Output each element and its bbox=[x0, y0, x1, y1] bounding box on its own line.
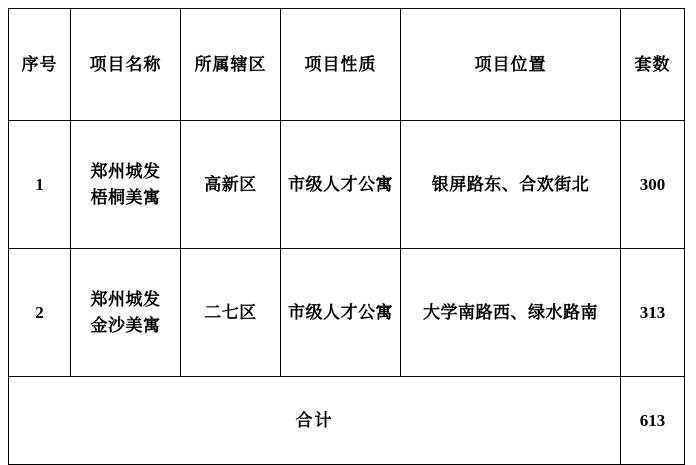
table-total-row bbox=[9, 377, 685, 465]
table-body bbox=[9, 121, 685, 465]
column-header-units: 套数 bbox=[621, 9, 685, 121]
column-header-location: 项目位置 bbox=[401, 9, 621, 121]
table-header bbox=[9, 9, 685, 121]
column-header-seq: 序号 bbox=[9, 9, 71, 121]
column-header-name: 项目名称 bbox=[71, 9, 181, 121]
cell-name-line-2: 梧桐美寓 bbox=[90, 187, 161, 207]
cell-total-units: 613 bbox=[621, 377, 685, 465]
column-header-district: 所属辖区 bbox=[181, 9, 281, 121]
cell-name-line-2: 金沙美寓 bbox=[90, 315, 161, 335]
cell-location: 大学南路西、绿水路南 bbox=[401, 249, 621, 377]
cell-name bbox=[71, 249, 181, 377]
cell-nature: 市级人才公寓 bbox=[281, 249, 401, 377]
column-header-nature: 项目性质 bbox=[281, 9, 401, 121]
table-row bbox=[9, 121, 685, 249]
cell-location: 银屏路东、合欢街北 bbox=[401, 121, 621, 249]
cell-nature: 市级人才公寓 bbox=[281, 121, 401, 249]
project-table bbox=[8, 8, 685, 465]
cell-units: 300 bbox=[621, 121, 685, 249]
cell-seq: 1 bbox=[9, 121, 71, 249]
cell-district: 高新区 bbox=[181, 121, 281, 249]
cell-seq: 2 bbox=[9, 249, 71, 377]
table-header-row bbox=[9, 9, 685, 121]
cell-total-label: 合计 bbox=[9, 377, 621, 465]
cell-name-line-1: 郑州城发 bbox=[90, 290, 161, 309]
cell-name bbox=[71, 121, 181, 249]
cell-name-line-1: 郑州城发 bbox=[90, 162, 161, 181]
table-row bbox=[9, 249, 685, 377]
cell-units: 313 bbox=[621, 249, 685, 377]
cell-district: 二七区 bbox=[181, 249, 281, 377]
